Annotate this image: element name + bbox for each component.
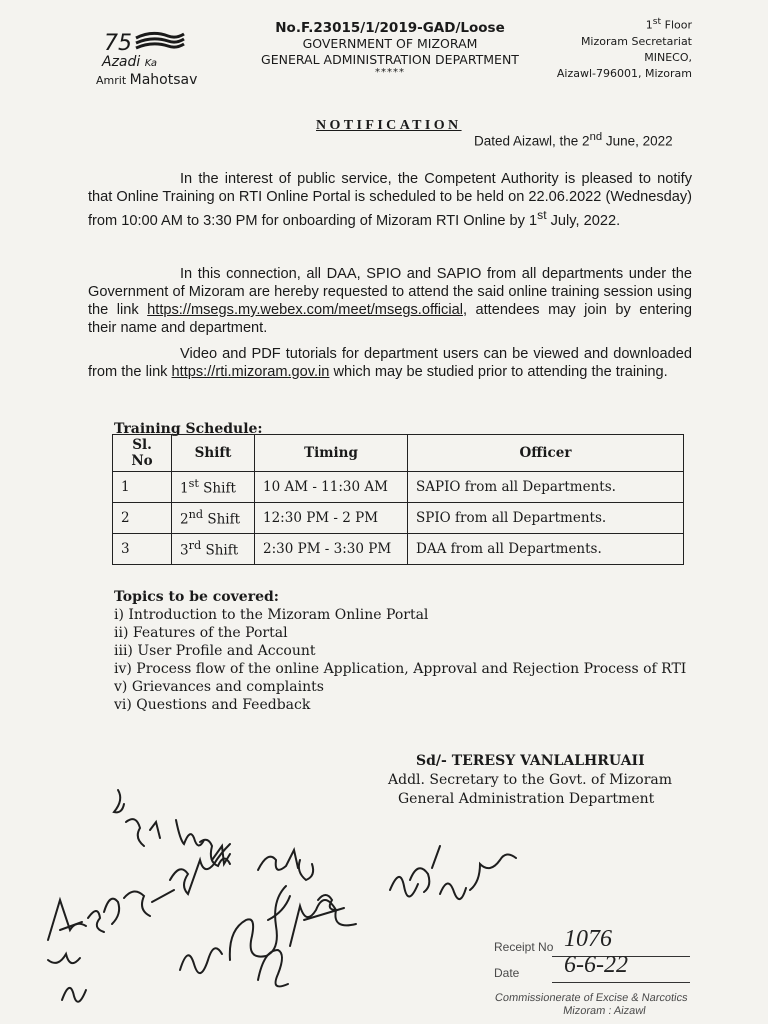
- notification-heading: NOTIFICATION: [316, 118, 462, 133]
- rti-portal-link[interactable]: https://rti.mizoram.gov.in: [171, 364, 330, 380]
- list-item: i) Introduction to the Mizoram Online Portal: [114, 607, 429, 623]
- list-item: v) Grievances and complaints: [114, 679, 324, 695]
- reference-number: No.F.23015/1/2019-GAD/Loose: [275, 20, 505, 36]
- list-item: iv) Process flow of the online Application, Approval and Rejection Process of RTI: [114, 661, 687, 677]
- logo-line-2: Amrit Mahotsav: [96, 72, 198, 88]
- col-header-timing: Timing: [255, 435, 408, 472]
- cell-timing: 2:30 PM - 3:30 PM: [255, 534, 408, 565]
- signatory-department: General Administration Department: [398, 791, 655, 807]
- header-stars: *****: [375, 67, 405, 78]
- logo-number: 75: [104, 31, 132, 56]
- cell-sl: 1: [113, 472, 172, 503]
- cell-officer: SAPIO from all Departments.: [408, 472, 684, 503]
- receipt-date-line: [494, 952, 704, 986]
- list-item: vi) Questions and Feedback: [114, 697, 311, 713]
- signatory-name: Sd/- TERESY VANLALHRUAII: [416, 753, 645, 769]
- receipt-office: Commissionerate of Excise & Narcotics Mizoram : Aizawl: [494, 992, 689, 1017]
- list-item: iii) User Profile and Account: [114, 643, 316, 659]
- cell-officer: DAA from all Departments.: [408, 534, 684, 565]
- col-header-officer: Officer: [408, 435, 684, 472]
- receipt-no-label: Receipt No: [494, 940, 554, 954]
- paragraph-2: In this connection, all DAA, SPIO and SAPIO from all departments under the Government of Mizoram are hereby requested to attend the said online training session using the link https://msegs.my.webex.com/meet/msegs.official, attendees may join by entering their name and department.: [88, 266, 693, 336]
- col-header-shift: Shift: [172, 435, 255, 472]
- webex-link[interactable]: https://msegs.my.webex.com/meet/msegs.official: [147, 302, 463, 318]
- receipt-date-label: Date: [494, 966, 520, 980]
- logo-line-1: Azadi Ka: [102, 54, 158, 70]
- col-header-sl: Sl. No: [113, 435, 172, 472]
- address-floor: 1st Floor: [645, 16, 692, 32]
- date-line: Dated Aizawl, the 2nd June, 2022: [474, 131, 673, 149]
- government-name: GOVERNMENT OF MIZORAM: [302, 36, 478, 51]
- schedule-title: Training Schedule:: [114, 421, 263, 437]
- paragraph-3: Video and PDF tutorials for department users can be viewed and downloaded from the link https://rti.mizoram.gov.in which may be studied prior to attending the training.: [88, 346, 692, 380]
- cell-sl: 2: [113, 503, 172, 534]
- cell-timing: 10 AM - 11:30 AM: [255, 472, 408, 503]
- list-item: ii) Features of the Portal: [114, 625, 288, 641]
- cell-timing: 12:30 PM - 2 PM: [255, 503, 408, 534]
- address-line-3: MINECO,: [644, 50, 692, 64]
- receipt-no-value: 1076: [564, 926, 612, 952]
- address-line-4: Aizawl-796001, Mizoram: [556, 66, 692, 80]
- receipt-stamp: [494, 926, 704, 1018]
- paragraph-1: In the interest of public service, the Competent Authority is pleased to notify that Online Training on RTI Online Portal is scheduled to be held on 22.06.2022 (Wednesday) from 10:00 AM to 3:30 PM for onboarding of Mizoram RTI Online by 1st July, 2022.: [88, 171, 692, 229]
- cell-shift: 1st Shift: [172, 472, 255, 503]
- receipt-date-value: 6-6-22: [564, 952, 628, 978]
- cell-sl: 3: [113, 534, 172, 565]
- cell-shift: 2nd Shift: [172, 503, 255, 534]
- cell-officer: SPIO from all Departments.: [408, 503, 684, 534]
- topics-heading: Topics to be covered:: [114, 589, 279, 605]
- address-line-2: Mizoram Secretariat: [580, 34, 692, 48]
- department-name: GENERAL ADMINISTRATION DEPARTMENT: [261, 52, 519, 67]
- cell-shift: 3rd Shift: [172, 534, 255, 565]
- signatory-designation: Addl. Secretary to the Govt. of Mizoram: [388, 772, 673, 788]
